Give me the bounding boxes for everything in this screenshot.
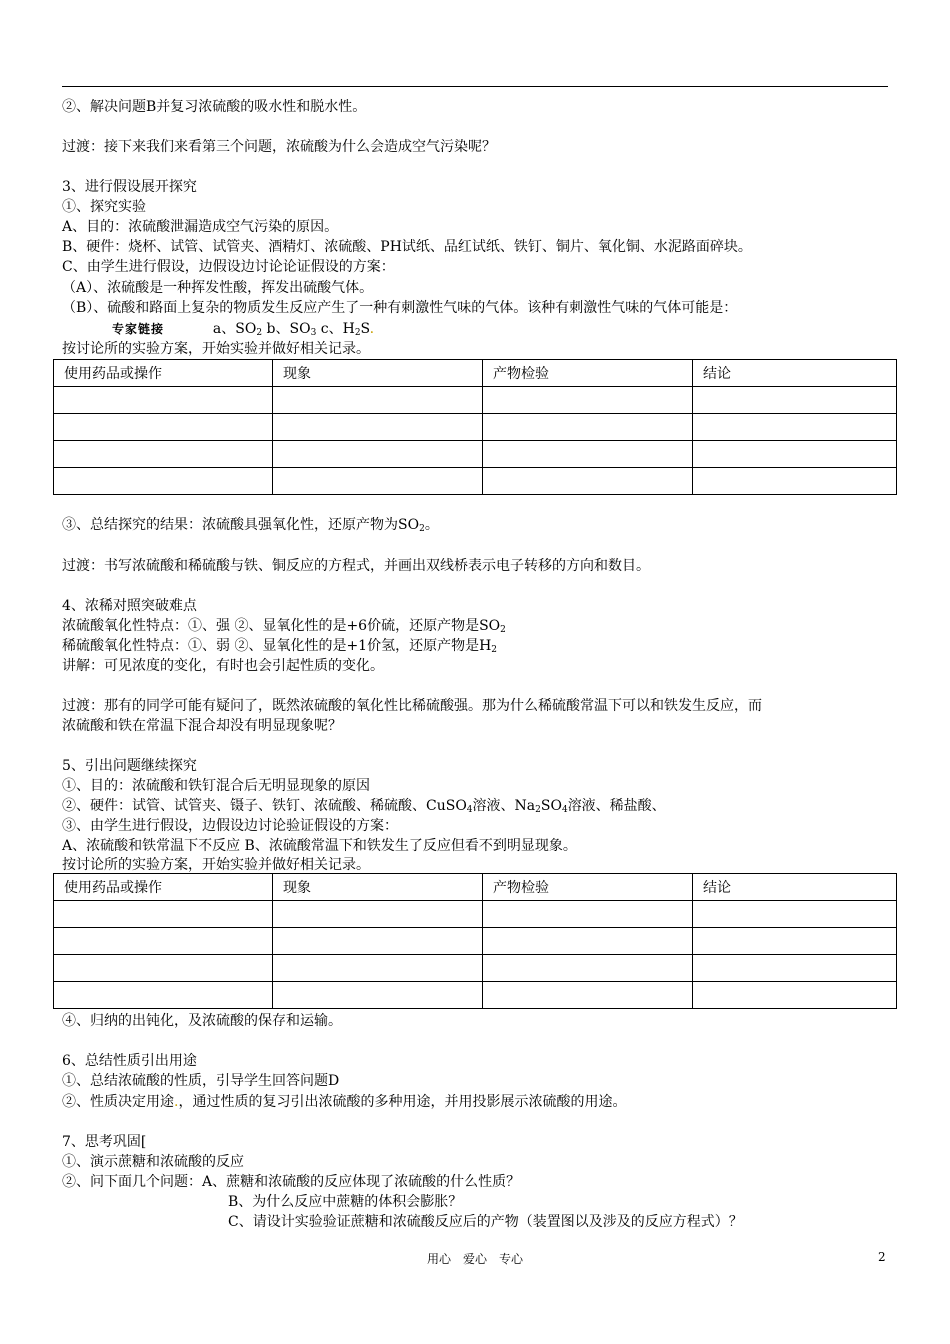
- text-line: 浓硫酸和铁在常温下混合却没有明显现象呢？: [62, 718, 342, 734]
- section-heading: 3、进行假设展开探究: [62, 179, 197, 195]
- table-cell: [483, 414, 693, 441]
- table-header-cell: 结论: [693, 874, 897, 901]
- table-row: [54, 901, 897, 928]
- text-line: （A）、浓硫酸是一种挥发性酸，挥发出硫酸气体。: [62, 280, 374, 296]
- table-header-cell: 使用药品或操作: [54, 360, 273, 387]
- table-cell: [273, 982, 483, 1009]
- table-cell: [693, 901, 897, 928]
- gas-option-c: c、$H_2S$: [320, 321, 370, 338]
- table-cell: [483, 901, 693, 928]
- text-line: 按讨论所的实验方案，开始实验并做好相关记录。: [62, 341, 370, 357]
- text-line: ①、演示蔗糖和浓硫酸的反应: [62, 1154, 244, 1170]
- section-heading: 5、引出问题继续探究: [62, 758, 197, 774]
- table-cell: [54, 468, 273, 495]
- table-cell: [693, 387, 897, 414]
- text-line: 过渡：书写浓硫酸和稀硫酸与铁、铜反应的方程式，并画出双线桥表示电子转移的方向和数目。: [62, 558, 650, 574]
- question-line: C、请设计实验验证蔗糖和浓硫酸反应后的产物（装置图以及涉及的反应方程式）？: [228, 1214, 743, 1230]
- table-row: [54, 441, 897, 468]
- table-cell: [693, 955, 897, 982]
- table-cell: [483, 955, 693, 982]
- table-cell: [483, 441, 693, 468]
- table-cell: [54, 901, 273, 928]
- page-number: 2: [878, 1250, 886, 1264]
- gas-option-a: a、$SO_2$: [212, 321, 263, 338]
- text-line: ②、性质决定用途.，通过性质的复习引出浓硫酸的多种用途，并用投影展示浓硫酸的用途。: [62, 1094, 627, 1110]
- table-cell: [693, 468, 897, 495]
- text-line: ①、探究实验: [62, 199, 146, 215]
- table-header-cell: 结论: [693, 360, 897, 387]
- table-row: [54, 387, 897, 414]
- table-cell: [693, 928, 897, 955]
- expert-link-label: 专家链接: [112, 322, 165, 336]
- text-line: 过渡：接下来我们来看第三个问题，浓硫酸为什么会造成空气污染呢？: [62, 139, 496, 155]
- question-line: ②、问下面几个问题：A、蔗糖和浓硫酸的反应体现了浓硫酸的什么性质？: [62, 1174, 521, 1190]
- table-cell: [54, 928, 273, 955]
- table-cell: [693, 982, 897, 1009]
- table-cell: [273, 955, 483, 982]
- text-line: 浓硫酸氧化性特点：①、强 ②、显氧化性的是+6价硫，还原产物是$SO_2$: [62, 618, 506, 635]
- table-cell: [54, 387, 273, 414]
- text-line: ②、解决问题B并复习浓硫酸的吸水性和脱水性。: [62, 99, 367, 115]
- table-header-cell: 使用药品或操作: [54, 874, 273, 901]
- table-cell: [483, 928, 693, 955]
- table-cell: [273, 468, 483, 495]
- text-line: C、由学生进行假设，边假设边讨论论证假设的方案：: [62, 259, 395, 275]
- table-cell: [54, 955, 273, 982]
- table-cell: [693, 441, 897, 468]
- record-table-1: [53, 359, 897, 495]
- text-line: ③、由学生进行假设，边假设边讨论验证假设的方案：: [62, 818, 398, 834]
- text-line: A、浓硫酸和铁常温下不反应 B、浓硫酸常温下和铁发生了反应但看不到明显现象。: [62, 838, 577, 854]
- expert-link-line: 专家链接 a、$SO_2$ b、$SO_3$ c、$H_2S$.: [112, 321, 375, 338]
- table-cell: [273, 414, 483, 441]
- header-rule: [62, 86, 888, 87]
- text-line: 按讨论所的实验方案，开始实验并做好相关记录。: [62, 857, 370, 873]
- table-header-cell: 产物检验: [483, 360, 693, 387]
- section-heading: 6、总结性质引出用途: [62, 1053, 197, 1069]
- table-row: [54, 982, 897, 1009]
- table-row: [54, 468, 897, 495]
- gas-option-b: b、$SO_3$: [266, 321, 317, 338]
- table-cell: [483, 468, 693, 495]
- text-line: ①、总结浓硫酸的性质，引导学生回答问题D: [62, 1073, 340, 1089]
- table-cell: [54, 982, 273, 1009]
- page-footer: 用心 爱心 专心: [426, 1252, 523, 1266]
- record-table-2: [53, 873, 897, 1009]
- table-row: [54, 414, 897, 441]
- table-cell: [483, 982, 693, 1009]
- table-cell: [54, 414, 273, 441]
- table-header-cell: 现象: [273, 874, 483, 901]
- table-cell: [273, 928, 483, 955]
- text-line: 讲解：可见浓度的变化，有时也会引起性质的变化。: [62, 658, 384, 674]
- table-row: [54, 955, 897, 982]
- table-header-cell: 产物检验: [483, 874, 693, 901]
- text-line: 过渡：那有的同学可能有疑问了，既然浓硫酸的氧化性比稀硫酸强。那为什么稀硫酸常温下可以和铁发生反应，而: [62, 698, 762, 714]
- table-cell: [483, 387, 693, 414]
- table-row: [54, 928, 897, 955]
- table-header-cell: 现象: [273, 360, 483, 387]
- table-cell: [693, 414, 897, 441]
- table-cell: [273, 441, 483, 468]
- text-line: ③、总结探究的结果：浓硫酸具强氧化性，还原产物为$SO_2$。: [62, 517, 439, 534]
- text-line: 稀硫酸氧化性特点：①、弱 ②、显氧化性的是+1价氢，还原产物是$H_2$: [62, 638, 498, 655]
- question-line: B、为什么反应中蔗糖的体积会膨胀？: [228, 1194, 463, 1210]
- text-line: ④、归纳的出钝化，及浓硫酸的保存和运输。: [62, 1013, 342, 1029]
- table-cell: [273, 901, 483, 928]
- text-line: （B）、硫酸和路面上复杂的物质发生反应产生了一种有刺激性气味的气体。该种有刺激性气味的气体可能是：: [62, 300, 738, 316]
- table-cell: [54, 441, 273, 468]
- text-line: A、目的：浓硫酸泄漏造成空气污染的原因。: [62, 219, 339, 235]
- text-line: ①、目的：浓硫酸和铁钉混合后无明显现象的原因: [62, 778, 370, 794]
- section-heading: 7、思考巩固[: [62, 1134, 147, 1150]
- text-line: ②、硬件：试管、试管夹、镊子、铁钉、浓硫酸、稀硫酸、CuSO$_4$溶液、$Na_2SO_4$溶液、稀盐酸、: [62, 798, 666, 815]
- text-line: B、硬件：烧杯、试管、试管夹、酒精灯、浓硫酸、PH试纸、品红试纸、铁钉、铜片、氧化铜、水泥路面碎块。: [62, 239, 752, 255]
- table-cell: [273, 387, 483, 414]
- section-heading: 4、浓稀对照突破难点: [62, 598, 197, 614]
